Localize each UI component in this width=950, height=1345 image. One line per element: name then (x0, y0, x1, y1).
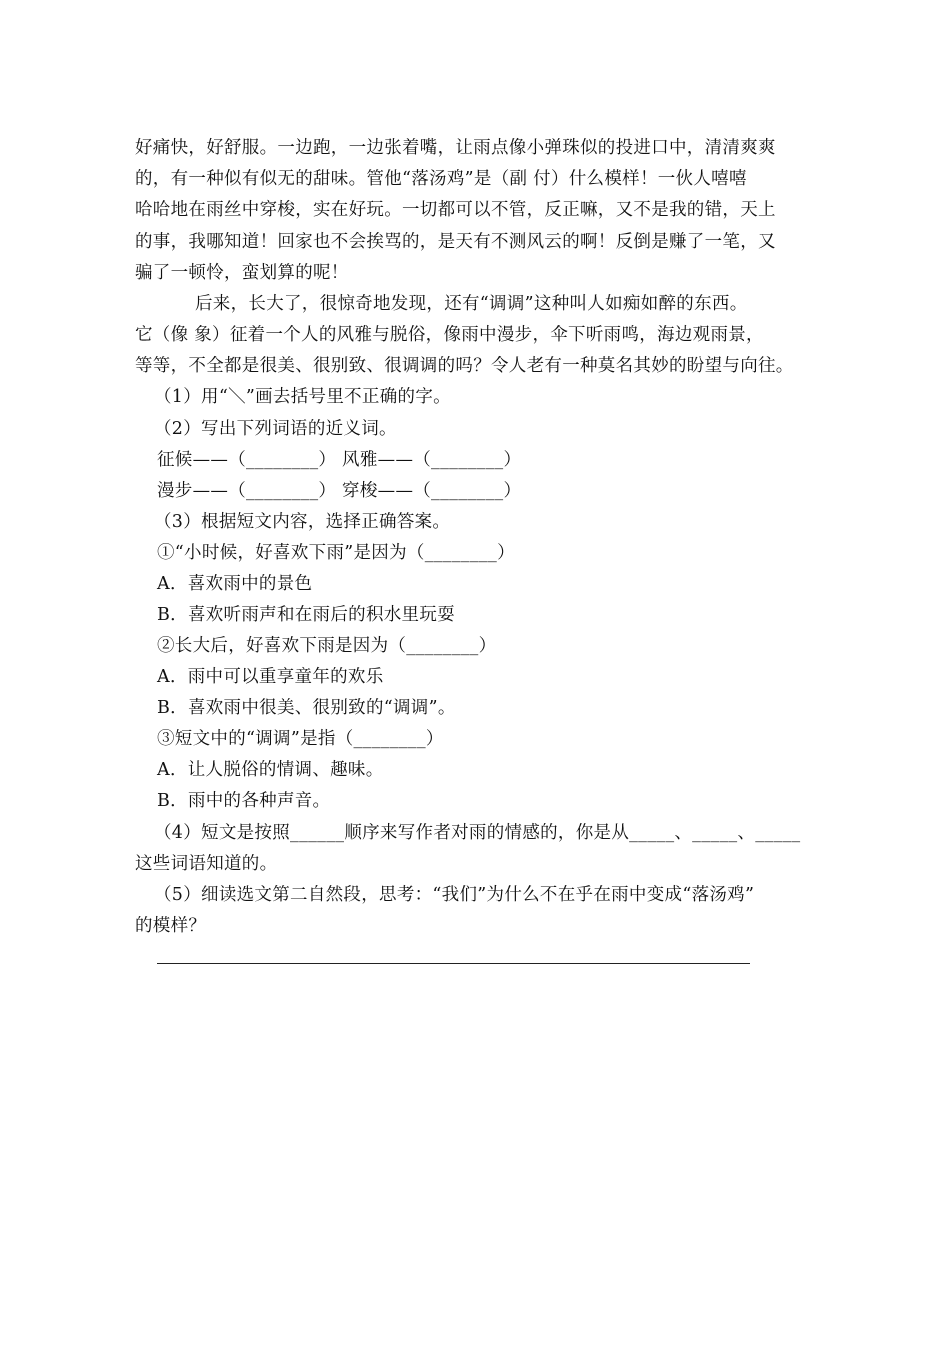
question-3-2-option-a: A．雨中可以重享童年的欢乐 (157, 667, 384, 687)
question-2-row-2: 漫步——（________） 穿梭——（________） (157, 481, 522, 501)
question-3-2: ②长大后，好喜欢下雨是因为（________） (157, 636, 497, 656)
passage-p2-line-3: 等等，不全都是很美、很别致、很调调的吗？令人老有一种莫名其妙的盼望与向往。 (135, 356, 794, 376)
question-1: （1）用“＼”画去括号里不正确的字。 (154, 387, 451, 407)
passage-p1-line-5: 骗了一顿怜，蛮划算的呢！ (135, 263, 349, 283)
question-3-1-option-b: B．喜欢听雨声和在雨后的积水里玩耍 (157, 605, 455, 625)
passage-p2-line-1: 后来，长大了，很惊奇地发现，还有“调调”这种叫人如痴如醉的东西。 (195, 294, 748, 314)
question-4-line-1: （4）短文是按照______顺序来写作者对雨的情感的，你是从_____、_____、_____ (154, 823, 801, 843)
passage-p1-line-1: 好痛快，好舒服。一边跑，一边张着嘴，让雨点像小弹珠似的投进口中，清清爽爽 (135, 138, 776, 158)
question-4-line-2: 这些词语知道的。 (135, 854, 278, 874)
passage-p1-line-2: 的，有一种似有似无的甜味。管他“落汤鸡”是（副 付）什么模样！一伙人嘻嘻 (135, 169, 747, 189)
question-3-3: ③短文中的“调调”是指（________） (157, 729, 444, 749)
passage-p1-line-3: 哈哈地在雨丝中穿梭，实在好玩。一切都可以不管，反正嘛，又不是我的错，天上 (135, 200, 776, 220)
question-3-2-option-b: B．喜欢雨中很美、很别致的“调调”。 (157, 698, 456, 718)
question-2-row-1: 征候——（________） 风雅——（________） (157, 450, 522, 470)
question-3-1-option-a: A．喜欢雨中的景色 (157, 574, 313, 594)
passage-p1-line-4: 的事，我哪知道！回家也不会挨骂的，是天有不测风云的啊！反倒是赚了一笔，又 (135, 232, 776, 252)
question-2: （2）写出下列词语的近义词。 (154, 419, 397, 439)
answer-line (157, 963, 750, 964)
question-3-3-option-a: A．让人脱俗的情调、趣味。 (157, 760, 384, 780)
question-5-line-2: 的模样？ (135, 916, 207, 936)
question-3: （3）根据短文内容，选择正确答案。 (154, 512, 451, 532)
question-3-1: ①“小时候，好喜欢下雨”是因为（________） (157, 543, 515, 563)
question-3-3-option-b: B．雨中的各种声音。 (157, 791, 331, 811)
question-5-line-1: （5）细读选文第二自然段，思考：“我们”为什么不在乎在雨中变成“落汤鸡” (154, 885, 755, 905)
passage-p2-line-2: 它（像 象）征着一个人的风雅与脱俗，像雨中漫步，伞下听雨鸣，海边观雨景， (135, 325, 764, 345)
